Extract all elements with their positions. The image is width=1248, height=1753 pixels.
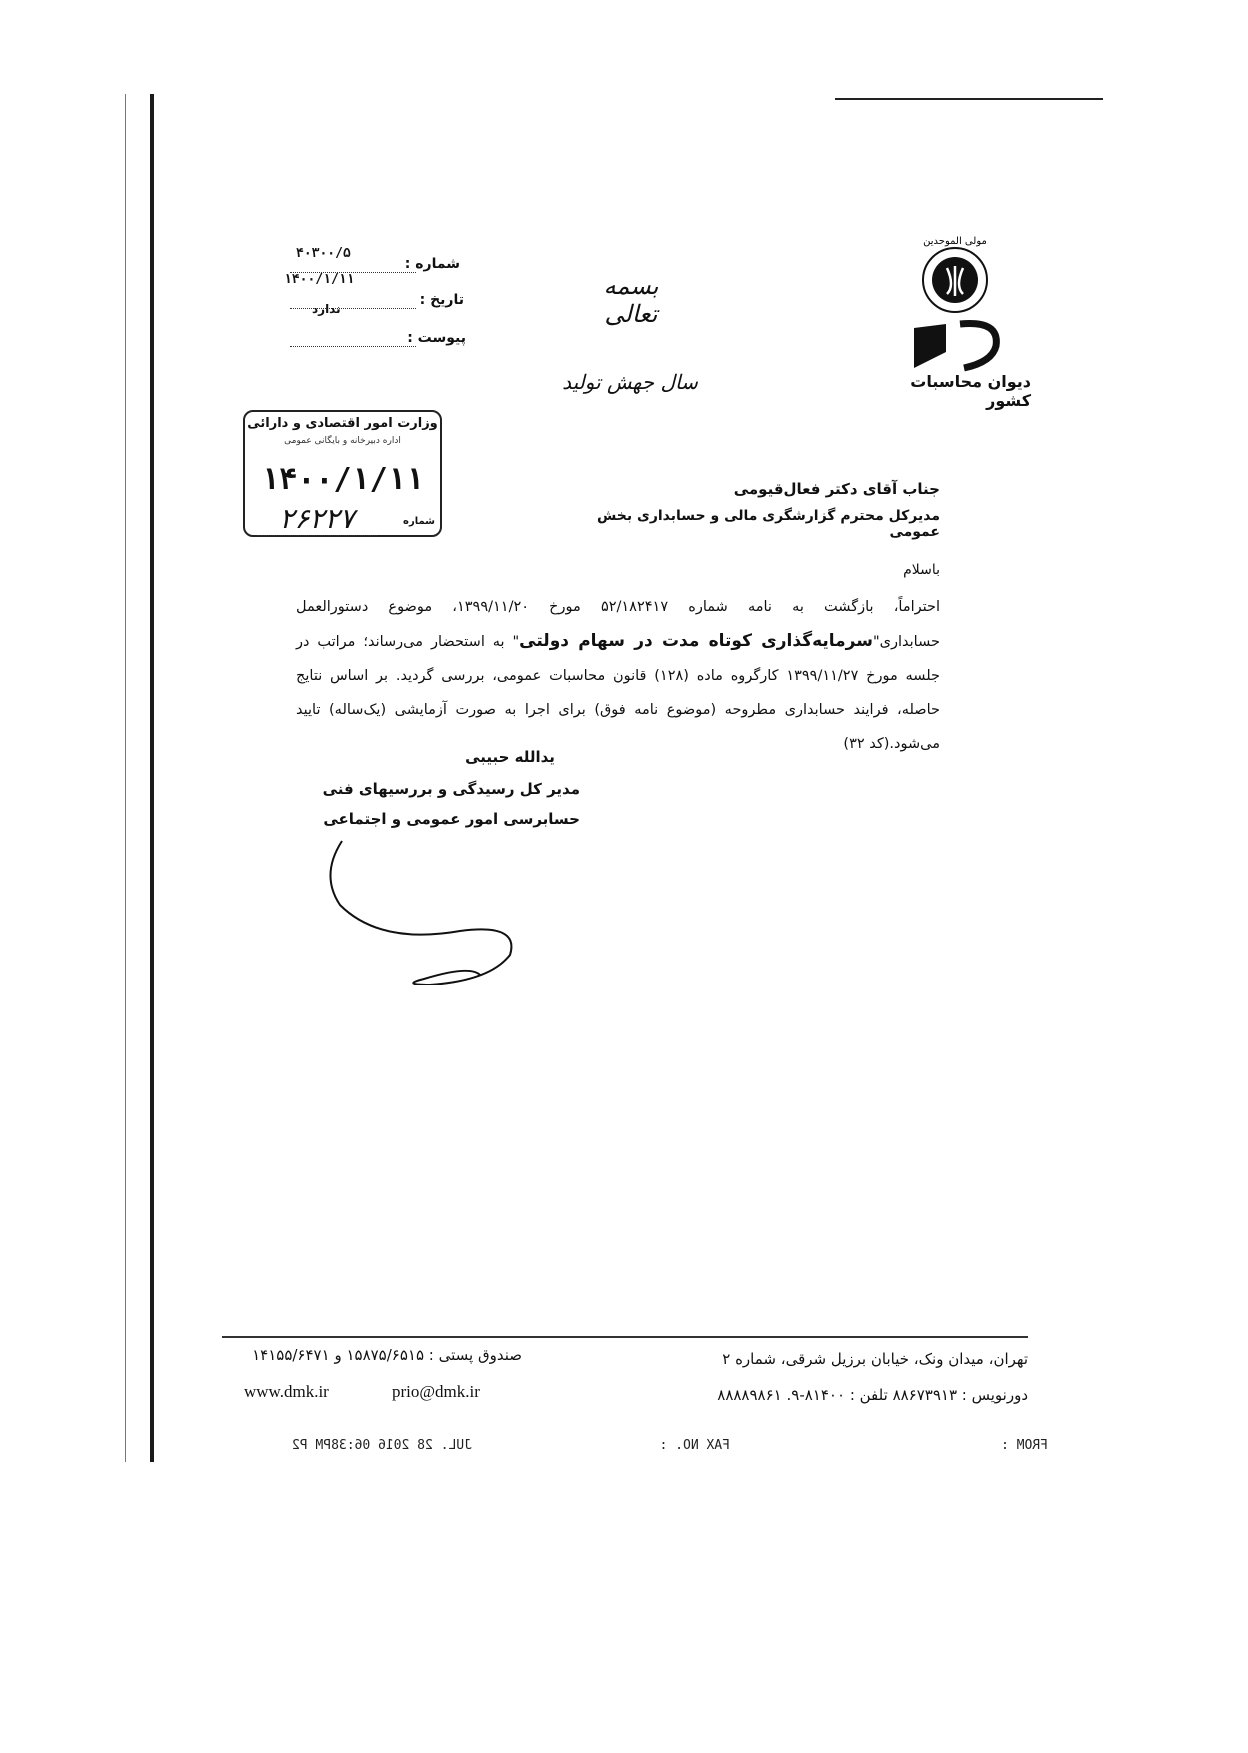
stamp-office-name: اداره دبیرخانه و بایگانی عمومی bbox=[284, 436, 401, 446]
handwritten-signature bbox=[320, 835, 530, 985]
footer-address: تهران، میدان ونک، خیابان برزیل شرقی، شماره ۲ bbox=[722, 1350, 1028, 1368]
body-subject-bold: سرمایه‌گذاری کوتاه مدت در سهام دولتی bbox=[519, 631, 873, 651]
logo-motto-text: مولى الموحدين bbox=[923, 236, 987, 247]
organization-name: دیوان محاسبات کشور bbox=[910, 372, 1031, 410]
fax-from-label: FROM : bbox=[1001, 1438, 1048, 1453]
signatory-title-1: مدیر کل رسیدگی و بررسیهای فنی bbox=[322, 780, 580, 798]
fax-timestamp: JUL. 28 2016 06:38PM P2 bbox=[291, 1438, 472, 1453]
court-of-audit-logo bbox=[900, 228, 1010, 378]
scan-top-rule bbox=[835, 98, 1103, 100]
greeting: باسلام bbox=[903, 562, 940, 578]
stamp-number-label: شماره bbox=[403, 516, 435, 527]
number-label: شماره : bbox=[404, 256, 460, 272]
footer-phone-fax: دورنویس : ۸۸۶۷۳۹۱۳ تلفن : ۸۱۴۰۰-۹. ۸۸۸۸۹۸۶۱ bbox=[717, 1386, 1028, 1404]
signatory-title-2: حسابرسی امور عمومی و اجتماعی bbox=[323, 810, 580, 828]
attachment-value: ندارد bbox=[312, 302, 341, 316]
stamp-ministry-name: وزارت امور اقتصادی و دارائی bbox=[247, 416, 438, 431]
recipient-title: مدیرکل محترم گزارشگری مالی و حسابداری بخش عمومی bbox=[596, 508, 940, 540]
scan-edge-line bbox=[150, 94, 154, 1462]
body-text-part1: احتراماً، بازگشت به نامه شماره ۵۲/۱۸۲۴۱۷ مورخ ۱۳۹۹/۱۱/۲۰، موضوع دستورالعمل حسابداری" bbox=[296, 599, 940, 650]
recipient-name: جناب آقای دکتر فعال‌قیومی bbox=[733, 480, 940, 498]
signatory-name: یدالله حبیبی bbox=[465, 748, 555, 766]
receipt-stamp bbox=[243, 410, 442, 537]
letter-body bbox=[296, 590, 940, 761]
fax-number-label: FAX NO. : bbox=[659, 1438, 730, 1453]
stamp-date: ۱۴۰۰/۱/۱۱ bbox=[261, 462, 424, 497]
footer-po-box: صندوق پستی : ۱۵۸۷۵/۶۵۱۵ و ۱۴۱۵۵/۶۴۷۱ bbox=[252, 1346, 522, 1364]
footer-website: www.dmk.ir bbox=[244, 1382, 329, 1401]
stamp-number: ۲۶۲۲۷ bbox=[257, 502, 377, 536]
footer-rule bbox=[222, 1336, 1028, 1338]
year-slogan: سال جهش تولید bbox=[562, 370, 698, 394]
footer-email: prio@dmk.ir bbox=[392, 1382, 480, 1401]
date-value: ۱۴۰۰/۱/۱۱ bbox=[284, 272, 355, 287]
heading-calligraphy: بسمه تعالی bbox=[603, 272, 659, 328]
date-dotted-line bbox=[290, 294, 416, 309]
date-label: تاریخ : bbox=[419, 292, 464, 308]
number-value: ۴۰۳۰۰/۵ bbox=[296, 246, 351, 261]
attachment-dotted-line bbox=[290, 332, 416, 347]
body-text-part2: " به استحضار می‌رساند؛ مراتب در جلسه مورخ ۱۳۹۹/۱۱/۲۷ کارگروه ماده (۱۲۸) قانون محاسبات عمومی، بررسی گردید. بر اساس نتایج حاصله، فرایند حسابداری مطروحه (موضوع نامه فوق) برای اجرا به صورت آزمایشی (یک‌ساله) تایید می‌شود.(کد ۳۲) bbox=[296, 634, 941, 752]
attachment-label: پیوست : bbox=[407, 330, 466, 346]
scan-edge-line-thin bbox=[125, 94, 126, 1462]
